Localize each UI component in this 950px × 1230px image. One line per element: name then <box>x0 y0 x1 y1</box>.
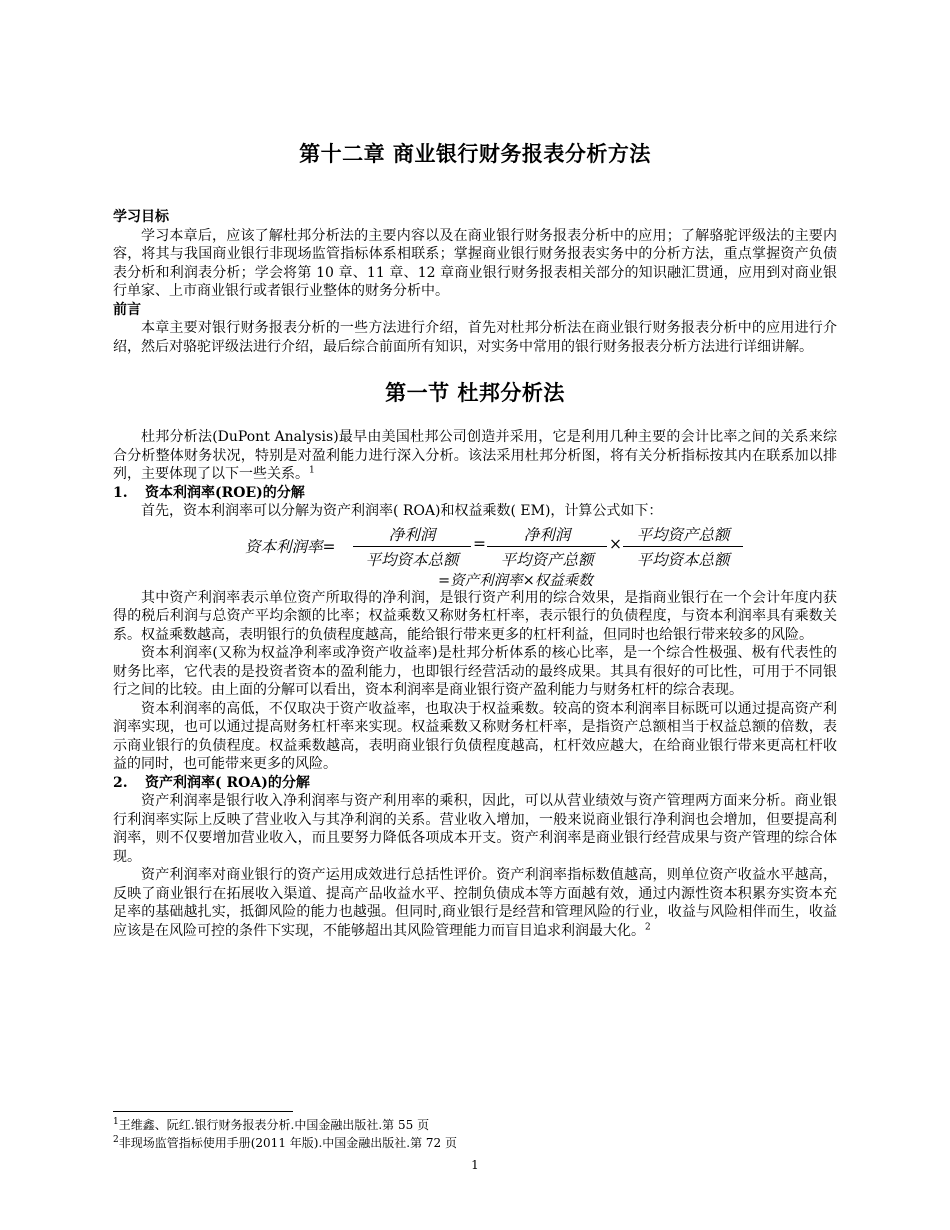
subsection-1-paragraph-3: 资本利润率的高低，不仅取决于资产收益率，也取决于权益乘数。较高的资本利润率目标既可以通过提高资产利润率实现，也可以通过提高财务杠杆率来实现。权益乘数又称财务杠杆率，是指资产总额相当于权益总额的倍数，表示商业银行的负债程度。权益乘数越高，表明商业银行负债程度越高，杠杆效应越大，在给商业银行带来更高杠杆收益的同时，也可能带来更多的风险。 <box>113 700 837 772</box>
subsection-1-paragraph-2: 资本利润率(又称为权益净利率或净资产收益率)是杜邦分析体系的核心比率，是一个综合性极强、极有代表性的财务比率，它代表的是投资者资本的盈利能力，也即银行经营活动的最终成果。其具有很好的可比性，可用于不同银行之间的比较。由上面的分解可以看出，资本利润率是商业银行资产盈利能力与财务杠杆的综合表现。 <box>113 645 837 698</box>
formula-f1-denominator: 平均资本总额 <box>365 550 459 569</box>
formula-equals: = <box>473 534 486 553</box>
subsection-2-paragraph-1: 资产利润率是银行收入净利润率与资产利用率的乘积，因此，可以从营业绩效与资产管理两方面来分析。商业银行利润率实际上反映了营业收入与其净利润的关系。营业收入增加，一般来说商业银行净利润也会增加，但要提高利润率，则不仅要增加营业收入，而且要努力降低各项成本开支。资产利润率是商业银行经营成果与资产管理的综合体现。 <box>113 793 837 865</box>
formula-f3-denominator: 平均资本总额 <box>636 550 730 569</box>
footnote-1-mark: 1 <box>113 1117 119 1127</box>
subsection-2-title: 资产利润率( ROA)的分解 <box>145 774 310 791</box>
footnote-1 <box>113 1117 429 1133</box>
roe-formula <box>113 523 837 589</box>
subsection-1-lead: 首先，资本利润率可以分解为资产利润率( ROA)和权益乘数( EM)，计算公式如下： <box>141 503 663 519</box>
formula-f2-numerator: 净利润 <box>523 525 571 544</box>
formula-times: × <box>609 534 622 553</box>
formula-lhs: 资本利润率= <box>245 537 336 556</box>
footnote-2 <box>113 1135 457 1151</box>
subsection-2-paragraph-2 <box>113 866 837 940</box>
footnote-2-mark: 2 <box>113 1135 119 1145</box>
preface-label: 前言 <box>113 301 141 318</box>
subsection-2-paragraph-2-text: 资产利润率对商业银行的资产运用成效进行总括性评价。资产利润率指标数值越高，则单位资产收益水平越高，反映了商业银行在拓展收入渠道、提高产品收益水平、控制负债成本等方面越有效，通过内源性资本积累夯实资本充足率的基础越扎实，抵御风险的能力也越强。但同时,商业银行是经营和管理风险的行业，收益与风险相伴而生，收益应该是在风险可控的条件下实现，不能够超出其风险管理能力而盲目追求利润最大化。 <box>113 867 837 939</box>
footnote-1-text: 王维鑫、阮红.银行财务报表分析.中国金融出版社.第 55 页 <box>118 1118 430 1132</box>
formula-f1-numerator: 净利润 <box>388 525 436 544</box>
formula-f3-numerator: 平均资产总额 <box>636 525 730 544</box>
subsection-2-number: 2. <box>113 774 128 791</box>
footnote-2-text: 非现场监管指标使用手册(2011 年版).中国金融出版社.第 72 页 <box>118 1136 457 1150</box>
preface-text: 本章主要对银行财务报表分析的一些方法进行介绍，首先对杜邦分析法在商业银行财务报表分析中的应用进行介绍，然后对骆驼评级法进行介绍，最后综合前面所有知识，对实务中常用的银行财务报表分析方法进行详细讲解。 <box>113 320 837 355</box>
page-content <box>113 138 837 940</box>
formula-f2-denominator: 平均资产总额 <box>500 550 594 569</box>
page-number: 1 <box>471 1158 479 1172</box>
footnote-ref-2: 2 <box>645 921 651 932</box>
chapter-title: 第十二章 商业银行财务报表分析方法 <box>299 141 651 166</box>
footnote-ref-1: 1 <box>309 465 315 476</box>
subsection-1-paragraph-1: 其中资产利润率表示单位资产所取得的净利润，是银行资产利用的综合效果，是指商业银行在一个会计年度内获得的税后利润与总资产平均余额的比率；权益乘数又称财务杠杆率，表示银行的负债程度，与资本利润率具有乘数关系。权益乘数越高，表明银行的负债程度越高，能给银行带来更多的杠杆利益，但同时也给银行带来较多的风险。 <box>113 589 837 643</box>
intro-text: 杜邦分析法(DuPont Analysis)最早由美国杜邦公司创造并采用，它是利用几种主要的会计比率之间的关系来综合分析整体财务状况，特别是对盈利能力进行深入分析。该法采用杜邦分析图，将有关分析指标按其内在联系加以排列，主要体现了以下一些关系。 <box>113 429 837 482</box>
subsection-1-heading <box>113 484 837 503</box>
objectives-text: 学习本章后，应该了解杜邦分析法的主要内容以及在商业银行财务报表分析中的应用；了解骆驼评级法的主要内容，将其与我国商业银行非现场监管指标体系相联系；掌握商业银行财务报表实务中的分析方法，重点掌握资产负债表分析和利润表分析；学会将第 10 章、11 章、12 章商业银行财务报表相关部分的知识融汇贯通，应用到对商业银行单家、上市商业银行或者银行业整体的财务分析中。 <box>113 227 837 299</box>
subsection-2-heading <box>113 774 837 793</box>
subsection-1-number: 1. <box>113 484 128 501</box>
objectives-label: 学习目标 <box>113 209 169 225</box>
subsection-1-title: 资本利润率(ROE)的分解 <box>145 484 305 501</box>
section-title: 第一节 杜邦分析法 <box>385 380 565 405</box>
formula-fraction-3 <box>623 523 743 570</box>
intro-paragraph <box>113 428 837 484</box>
formula-fraction-2 <box>487 523 607 570</box>
footnote-divider <box>113 1111 293 1112</box>
formula-line-2: =资产利润率×权益乘数 <box>438 572 593 589</box>
formula-fraction-1 <box>353 523 471 570</box>
